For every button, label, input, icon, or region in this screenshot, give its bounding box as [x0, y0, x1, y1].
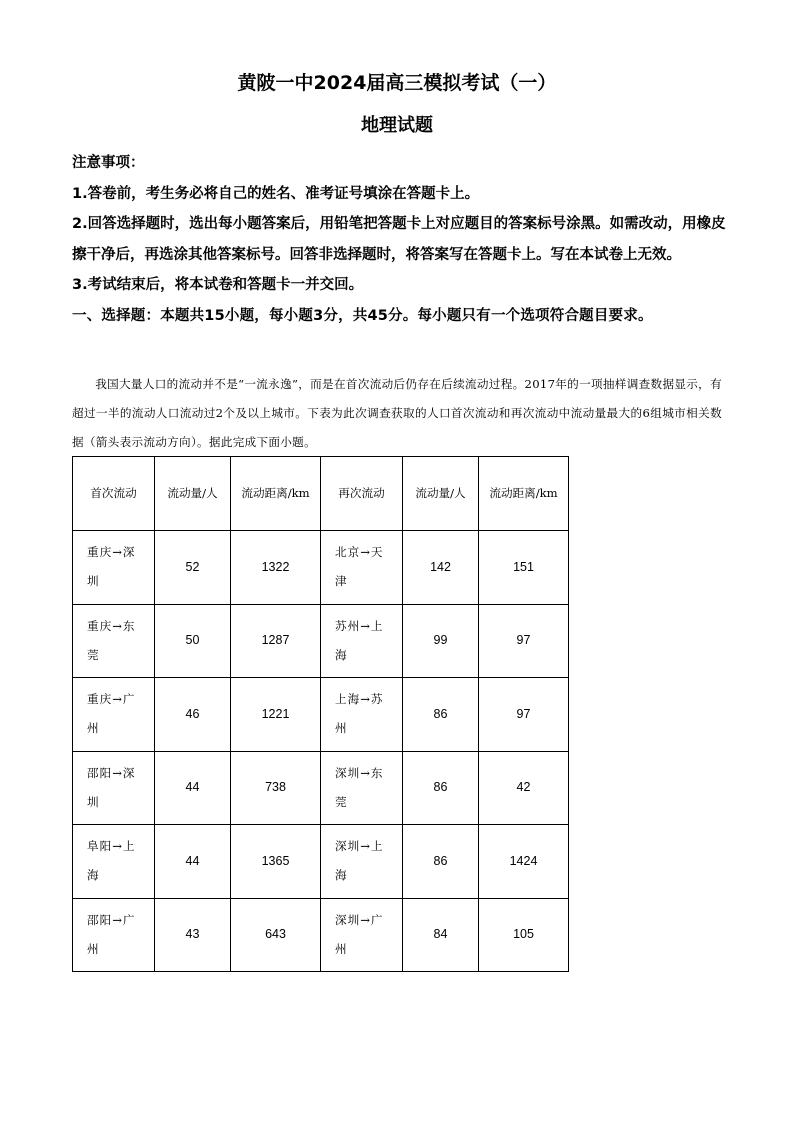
first-count-cell: 44 — [155, 751, 231, 825]
second-move-cell: 上海→苏州 — [321, 678, 403, 752]
second-distance-cell: 97 — [479, 678, 569, 752]
second-count-cell: 86 — [403, 825, 479, 899]
second-move-cell: 北京→天津 — [321, 531, 403, 605]
notes-block — [72, 148, 732, 331]
question-passage: 我国大量人口的流动并不是“一流永逸”，而是在首次流动后仍存在后续流动过程。2017年的一项抽样调查数据显示，有超过一半的流动人口流动过2个及以上城市。下表为此次调查获取的人口首次流动和再次流动中流动量最大的6组城市相关数据（箭头表示流动方向）。据此完成下面小题。 — [72, 377, 722, 449]
header-first-count: 流动量/人 — [155, 457, 231, 531]
second-count-cell: 86 — [403, 678, 479, 752]
first-distance-cell: 738 — [231, 751, 321, 825]
header-second-move: 再次流动 — [321, 457, 403, 531]
first-distance-cell: 1221 — [231, 678, 321, 752]
second-move-cell: 深圳→广州 — [321, 898, 403, 972]
second-count-cell: 84 — [403, 898, 479, 972]
page-title: 黄陂一中2024届高三模拟考试（一） — [237, 72, 557, 94]
header-first-distance: 流动距离/km — [231, 457, 321, 531]
first-count-cell: 44 — [155, 825, 231, 899]
first-move-cell: 邵阳→广州 — [73, 898, 155, 972]
migration-table — [72, 456, 569, 972]
first-count-cell: 46 — [155, 678, 231, 752]
table-row — [73, 825, 569, 899]
notes-item-3: 3.考试结束后，将本试卷和答题卡一并交回。 — [72, 277, 364, 293]
second-count-cell: 86 — [403, 751, 479, 825]
second-move-cell: 深圳→上海 — [321, 825, 403, 899]
first-distance-cell: 1365 — [231, 825, 321, 899]
table-row — [73, 678, 569, 752]
header-first-move: 首次流动 — [73, 457, 155, 531]
first-distance-cell: 1322 — [231, 531, 321, 605]
header-second-count: 流动量/人 — [403, 457, 479, 531]
second-distance-cell: 1424 — [479, 825, 569, 899]
table-row — [73, 898, 569, 972]
second-distance-cell: 97 — [479, 604, 569, 678]
table-row — [73, 751, 569, 825]
second-distance-cell: 151 — [479, 531, 569, 605]
second-distance-cell: 105 — [479, 898, 569, 972]
first-count-cell: 43 — [155, 898, 231, 972]
section-heading: 一、选择题：本题共15小题，每小题3分，共45分。每小题只有一个选项符合题目要求。 — [72, 307, 653, 324]
header-second-distance: 流动距离/km — [479, 457, 569, 531]
second-count-cell: 99 — [403, 604, 479, 678]
first-count-cell: 52 — [155, 531, 231, 605]
first-move-cell: 邵阳→深圳 — [73, 751, 155, 825]
second-distance-cell: 42 — [479, 751, 569, 825]
first-move-cell: 重庆→东莞 — [73, 604, 155, 678]
first-distance-cell: 1287 — [231, 604, 321, 678]
first-move-cell: 重庆→广州 — [73, 678, 155, 752]
page-subtitle: 地理试题 — [361, 115, 433, 136]
second-move-cell: 深圳→东莞 — [321, 751, 403, 825]
notes-item-2: 2.回答选择题时，选出每小题答案后，用铅笔把答题卡上对应题目的答案标号涂黑。如需改动，用橡皮擦干净后，再选涂其他答案标号。回答非选择题时，将答案写在答题卡上。写在本试卷上无效。 — [72, 216, 726, 263]
first-distance-cell: 643 — [231, 898, 321, 972]
first-move-cell: 重庆→深圳 — [73, 531, 155, 605]
second-count-cell: 142 — [403, 531, 479, 605]
table-row — [73, 604, 569, 678]
notes-item-1: 1.答卷前，考生务必将自己的姓名、准考证号填涂在答题卡上。 — [72, 185, 480, 202]
first-move-cell: 阜阳→上海 — [73, 825, 155, 899]
table-header-row — [73, 457, 569, 531]
notes-heading: 注意事项： — [72, 155, 145, 171]
first-count-cell: 50 — [155, 604, 231, 678]
second-move-cell: 苏州→上海 — [321, 604, 403, 678]
table-row — [73, 531, 569, 605]
